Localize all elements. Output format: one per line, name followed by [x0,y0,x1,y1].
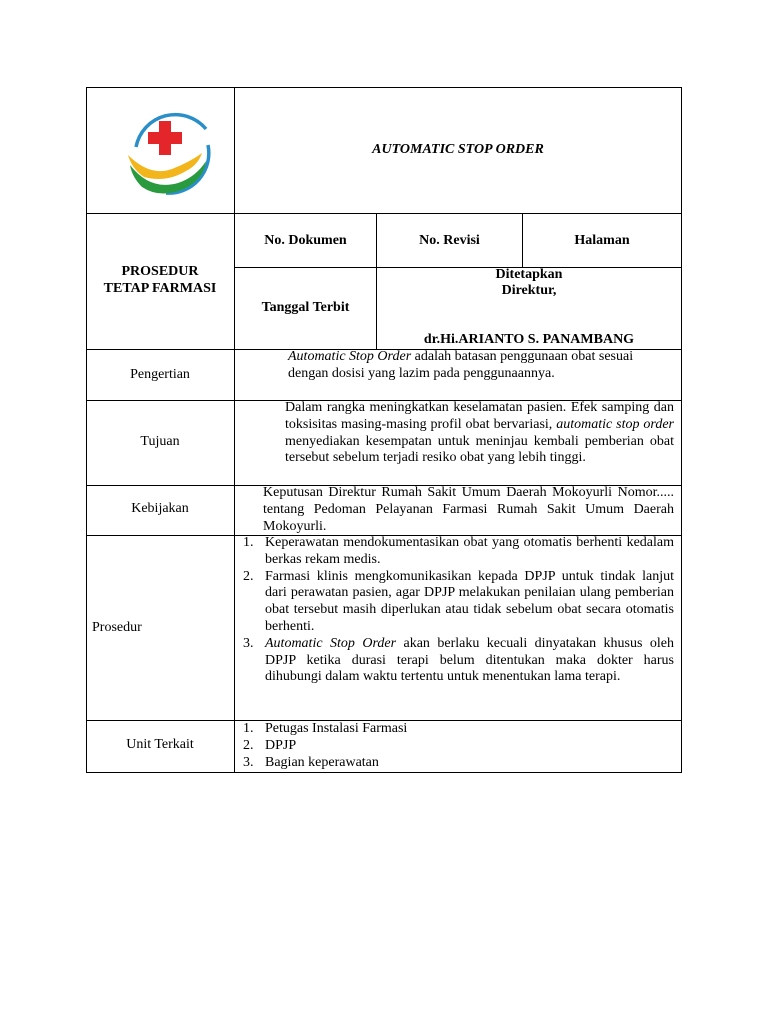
list-item: 1. Keperawatan mendokumentasikan obat yang otomatis berhenti kedalam berkas rekam medis. [243,535,674,567]
tujuan-body-1: Dalam rangka meningkatkan keselamatan pasien. Efek samping dan toksisitas masing-masing profil obat bervariasi, [285,400,674,432]
unit-terkait-label: Unit Terkait [126,737,194,752]
pengertian-italic: Automatic Stop Order [288,349,412,364]
document-title: AUTOMATIC STOP ORDER [372,142,544,157]
border-top [86,87,682,88]
signatory-name: dr.Hi.ARIANTO S. PANAMBANG [423,332,635,347]
direktur-label: Direktur, [501,283,557,298]
unit-item-3: Bagian keperawatan [265,754,379,770]
tujuan-italic: automatic stop order [556,416,675,432]
list-item: 1. Petugas Instalasi Farmasi [243,721,408,736]
kebijakan-text: Keputusan Direktur Rumah Sakit Umum Daerah Mokoyurli Nomor..... tentang Pedoman Pelayanan Farmasi Rumah Sakit Umum Daerah Mokoyurli. [263,485,674,534]
no-dokumen-label: No. Dokumen [264,233,347,248]
hospital-logo-icon [120,107,212,199]
prosedur-item-1: Keperawatan mendokumentasikan obat yang otomatis berhenti kedalam berkas rekam medis. [265,535,674,567]
tujuan-body-2: menyediakan kesempatan untuk meninjau kembali pemberian obat tersebut sebelum terjadi resiko obat yang lebih tinggi. [285,433,674,466]
section-label-text: PROSEDUR TETAP FARMASI [103,264,217,296]
pengertian-text [288,349,676,383]
prosedur-list [243,535,674,686]
unit-terkait-list [243,721,674,771]
border-bottom [86,772,682,773]
tujuan-text [285,400,674,467]
row-line [86,213,682,214]
unit-item-2: DPJP [265,737,297,753]
border-left [86,87,87,773]
pengertian-label: Pengertian [130,367,190,382]
ditetapkan-label: Ditetapkan [495,267,563,282]
hospital-logo [120,107,212,199]
section-label [86,264,234,298]
border-right [681,87,682,773]
kebijakan-label: Kebijakan [131,501,189,516]
prosedur-item-3: akan berlaku kecuali dinyatakan khusus oleh DPJP ketika durasi terapi belum ditentukan maka dokter harus dihubungi dalam waktu tertentu untuk menentukan lama terapi. [265,635,675,685]
list-item: 3. Bagian keperawatan [243,754,379,770]
pengertian-body: adalah batasan penggunaan obat sesuai dengan dosisi yang lazim pada penggunaannya. [288,349,634,381]
list-item: 2. Farmasi klinis mengkomunikasikan kepada DPJP untuk tindak lanjut dari perawatan pasien, agar DPJP melakukan penilaian ulang pemberian obat tersebut masih diperlukan atau tidak sebelum obat secara otomatis berhenti. [243,568,674,634]
column-divider [234,87,235,773]
prosedur-item-3-italic: Automatic Stop Order [265,635,397,651]
unit-item-1: Petugas Instalasi Farmasi [265,721,408,736]
prosedur-label: Prosedur [92,620,142,635]
no-revisi-label: No. Revisi [419,233,480,248]
tujuan-label: Tujuan [140,434,180,449]
list-item: 3. Automatic Stop Order akan berlaku kecuali dinyatakan khusus oleh DPJP ketika durasi terapi belum ditentukan maka dokter harus dihubungi dalam waktu tertentu untuk menentukan lama terapi. [243,635,675,685]
tanggal-terbit-label: Tanggal Terbit [261,300,350,315]
list-item: 2. DPJP [243,737,297,753]
prosedur-item-2: Farmasi klinis mengkomunikasikan kepada DPJP untuk tindak lanjut dari perawatan pasien, agar DPJP melakukan penilaian ulang pemberian obat tersebut masih diperlukan atau tidak sebelum obat secara otomatis berhenti. [265,568,674,634]
halaman-label: Halaman [574,233,630,248]
